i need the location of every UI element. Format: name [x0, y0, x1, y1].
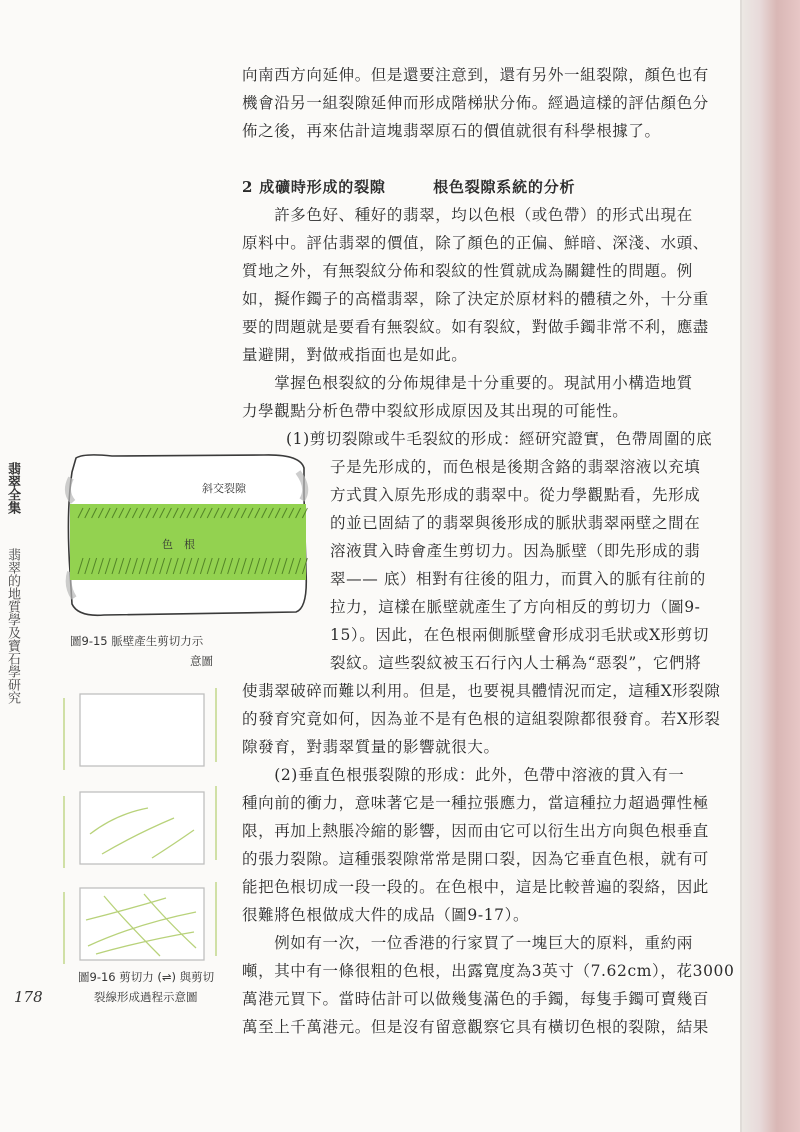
para2-line4: 如，擬作鐲子的高檔翡翠，除了決定於原材料的體積之外，十分重 [242, 290, 709, 308]
para4-wrap-5: 翠—— 底）相對有往後的阻力，而貫入的脈有往前的 [330, 570, 706, 588]
figure-9-16-panel-3 [80, 888, 204, 960]
para2-line2: 原料中。評估翡翠的價值，除了顏色的正偏、鮮暗、深淺、水頭、 [242, 234, 709, 252]
para4-full-3: 隙發育，對翡翠質量的影響就很大。 [242, 738, 500, 756]
running-title: 翡翠全集 [5, 462, 20, 514]
section-number: 2 [242, 178, 254, 196]
figure-9-15-band-label: 色 根 [162, 538, 195, 551]
para4-wrap-8: 裂紋。這些裂紋被玉石行內人士稱為“惡裂”，它們將 [330, 654, 702, 672]
figure-9-16-caption-1: 圖9-16 剪切力 (⇌) 與剪切 [78, 970, 215, 984]
figure-9-16-caption-2: 裂線形成過程示意圖 [94, 990, 198, 1004]
para5-line4: 的張力裂隙。這種張裂隙常常是開口裂，因為它垂直色根，就有可 [242, 850, 709, 868]
para2-line5: 要的問題就是要看有無裂紋。如有裂紋，對做手鐲非常不利，應盡 [242, 318, 709, 336]
para5-line2: 種向前的衝力，意味著它是一種拉張應力，當這種拉力超過彈性極 [242, 794, 709, 812]
para5-line3: 限，再加上熱脹冷縮的影響，因而由它可以衍生出方向與色根垂直 [242, 822, 709, 840]
para1-line3: 佈之後，再來估計這塊翡翠原石的價值就很有科學根據了。 [242, 122, 661, 140]
para4-line1: (1)剪切裂隙或牛毛裂紋的形成：經研究證實，色帶周圍的底 [286, 430, 713, 448]
para5-line6: 很難將色根做成大件的成品（圖9-17）。 [242, 906, 530, 924]
section-title: 成礦時形成的裂隙 [259, 178, 386, 196]
para1-line1: 向南西方向延伸。但是還要注意到，還有另外一組裂隙，顏色也有 [242, 66, 709, 84]
figure-9-15-caption-2: 意圖 [190, 654, 213, 668]
figure-9-16-panel-1 [80, 694, 204, 766]
section-heading [242, 174, 575, 202]
para2-line6: 量避開，對做戒指面也是如此。 [242, 346, 468, 364]
para4-wrap-1: 子是先形成的，而色根是後期含鉻的翡翠溶液以充填 [330, 458, 701, 476]
para1-line2: 機會沿另一組裂隙延伸而形成階梯狀分佈。經過這樣的評估顏色分 [242, 94, 709, 112]
figure-9-15-caption-1: 圖9-15 脈壁產生剪切力示 [70, 634, 204, 648]
page-number: 178 [14, 988, 43, 1006]
para6-line1: 例如有一次，一位香港的行家買了一塊巨大的原料，重約兩 [242, 934, 693, 952]
para3-line1: 掌握色根裂紋的分佈規律是十分重要的。現試用小構造地質 [242, 374, 693, 392]
para2-line3: 質地之外，有無裂紋分佈和裂紋的性質就成為關鍵性的問題。例 [242, 262, 693, 280]
para4-full-2: 的發育究竟如何，因為並不是有色根的這組裂隙都很發育。若X形裂 [242, 710, 721, 728]
figure-9-16 [56, 684, 236, 984]
para6-line3: 萬港元買下。當時估計可以做幾隻滿色的手鐲，每隻手鐲可賣幾百 [242, 990, 709, 1008]
para4-full-1: 使翡翠破碎而難以利用。但是，也要視具體情況而定，這種X形裂隙 [242, 682, 721, 700]
para4-wrap-4: 溶液貫入時會產生剪切力。因為脈壁（即先形成的翡 [330, 542, 701, 560]
para5-line1: (2)垂直色根張裂隙的形成：此外，色帶中溶液的貫入有一 [242, 766, 685, 784]
para4-wrap-6: 拉力，這樣在脈壁就產生了方向相反的剪切力（圖9- [330, 598, 701, 616]
para4-wrap-3: 的並已固結了的翡翠與後形成的脈狀翡翠兩壁之間在 [330, 514, 701, 532]
para6-line2: 噸，其中有一條很粗的色根，出露寬度為3英寸（7.62cm），花3000 [242, 962, 735, 980]
para4-wrap-2: 方式貫入原先形成的翡翠中。從力學觀點看，先形成 [330, 486, 701, 504]
book-spine [742, 0, 800, 1132]
para6-line4: 萬至上千萬港元。但是沒有留意觀察它具有橫切色根的裂隙，結果 [242, 1018, 709, 1036]
para3-line2: 力學觀點分析色帶中裂紋形成原因及其出現的可能性。 [242, 402, 629, 420]
running-subtitle: 翡翠的地質學及寶石學研究 [5, 548, 20, 704]
figure-9-15-crack-label: 斜交裂隙 [202, 482, 246, 495]
section-subtitle: 根色裂隙系統的分析 [433, 178, 576, 196]
para2-line1: 許多色好、種好的翡翠，均以色根（或色帶）的形式出現在 [242, 206, 693, 224]
para5-line5: 能把色根切成一段一段的。在色根中，這是比較普遍的裂絡，因此 [242, 878, 709, 896]
figure-9-15 [64, 452, 314, 622]
para4-wrap-7: 15）。因此，在色根兩側脈壁會形成羽毛狀或X形剪切 [330, 626, 710, 644]
